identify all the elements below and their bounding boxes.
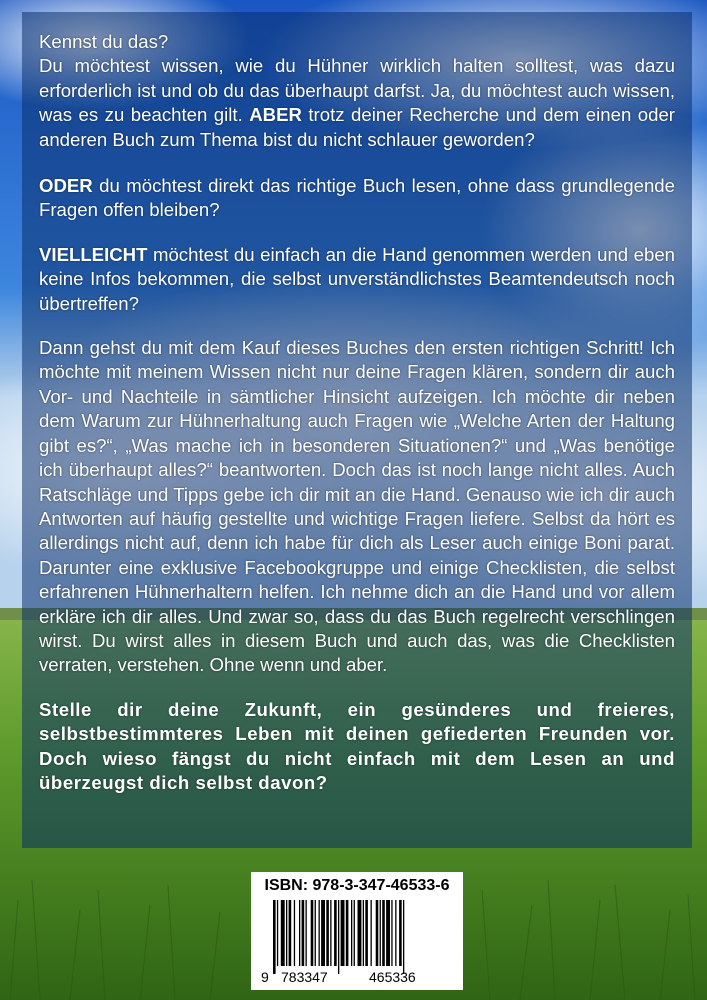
isbn-digits-right: 465336 (369, 969, 416, 985)
intro-paragraph (39, 30, 675, 152)
main-paragraph: Dann gehst du mit dem Kauf dieses Buches den ersten richtigen Schritt! Ich möchte mit meinem Wissen nicht nur deine Fragen klären, sondern dir auch Vor- und Nachteile in sämtlicher Hinsicht aufzeigen. Ich möchte dir neben dem Warum zur Hühnerhaltung auch Fragen wie „Welche Arten der Haltung gibt es?“, „Was mache ich in besonderen Situationen?“ und „Was benötige ich überhaupt alles?“ beantworten. Doch das ist noch lange nicht alles. Auch Ratschläge und Tipps gebe ich dir mit an die Hand. Genauso wie ich dir auch Antworten auf häufig gestellte und wichtige Fragen liefere. Selbst da hört es allerdings nicht auf, denn ich habe für dich als Leser auch einige Boni parat. Darunter eine exklusive Facebookgruppe und einige Checklisten, die selbst erfahrenen Hühnerhaltern helfen. Ich nehme dich an die Hand und vor allem erkläre ich dir alles. Und zwar so, dass du das Buch regelrecht verschlingen wirst. Du wirst alles in diesem Buch und auch das, was die Checklisten verraten, verstehen. Ohne wenn und aber. (39, 337, 675, 676)
isbn-digits-left: 783347 (281, 969, 328, 985)
back-cover-text (39, 30, 675, 815)
intro-body-2: trotz deiner Recherche und dem einen oder anderen Buch zum Thema bist du nicht schlauer geworden? (39, 104, 675, 150)
oder-paragraph (39, 174, 675, 223)
intro-lead: Kennst du das? (39, 31, 169, 52)
closing-paragraph: Stelle dir deine Zukunft, ein gesünderes und freieres, selbstbestimmteres Leben mit deinen gefiederten Freunden vor. Doch wieso fängst du nicht einfach mit dem Lesen an und überzeugst dich selbst davon? (39, 698, 675, 793)
isbn-barcode (251, 872, 463, 990)
vielleicht-paragraph (39, 243, 675, 316)
oder-emphasis: ODER (39, 175, 93, 197)
barcode-icon (257, 900, 457, 986)
vielleicht-emphasis: VIELLEICHT (39, 243, 148, 265)
isbn-label: ISBN: 978-3-347-46533-6 (264, 877, 450, 894)
oder-body: du möchtest direkt das richtige Buch lesen, ohne dass grundlegende Fragen offen bleiben? (39, 175, 675, 221)
aber-emphasis: ABER (249, 104, 302, 126)
isbn-digit-first: 9 (261, 969, 269, 985)
intro-body-1: Du möchtest wissen, wie du Hühner wirklich halten solltest, was dazu erforderlich ist und ob du das überhaupt darfst. Ja, du möchtest auch wissen, was es zu beachten gilt. (39, 55, 675, 126)
vielleicht-body: möchtest du einfach an die Hand genommen werden und eben keine Infos bekommen, die selbst unverständlichstes Beamtendeutsch noch übertreffen? (39, 243, 675, 314)
